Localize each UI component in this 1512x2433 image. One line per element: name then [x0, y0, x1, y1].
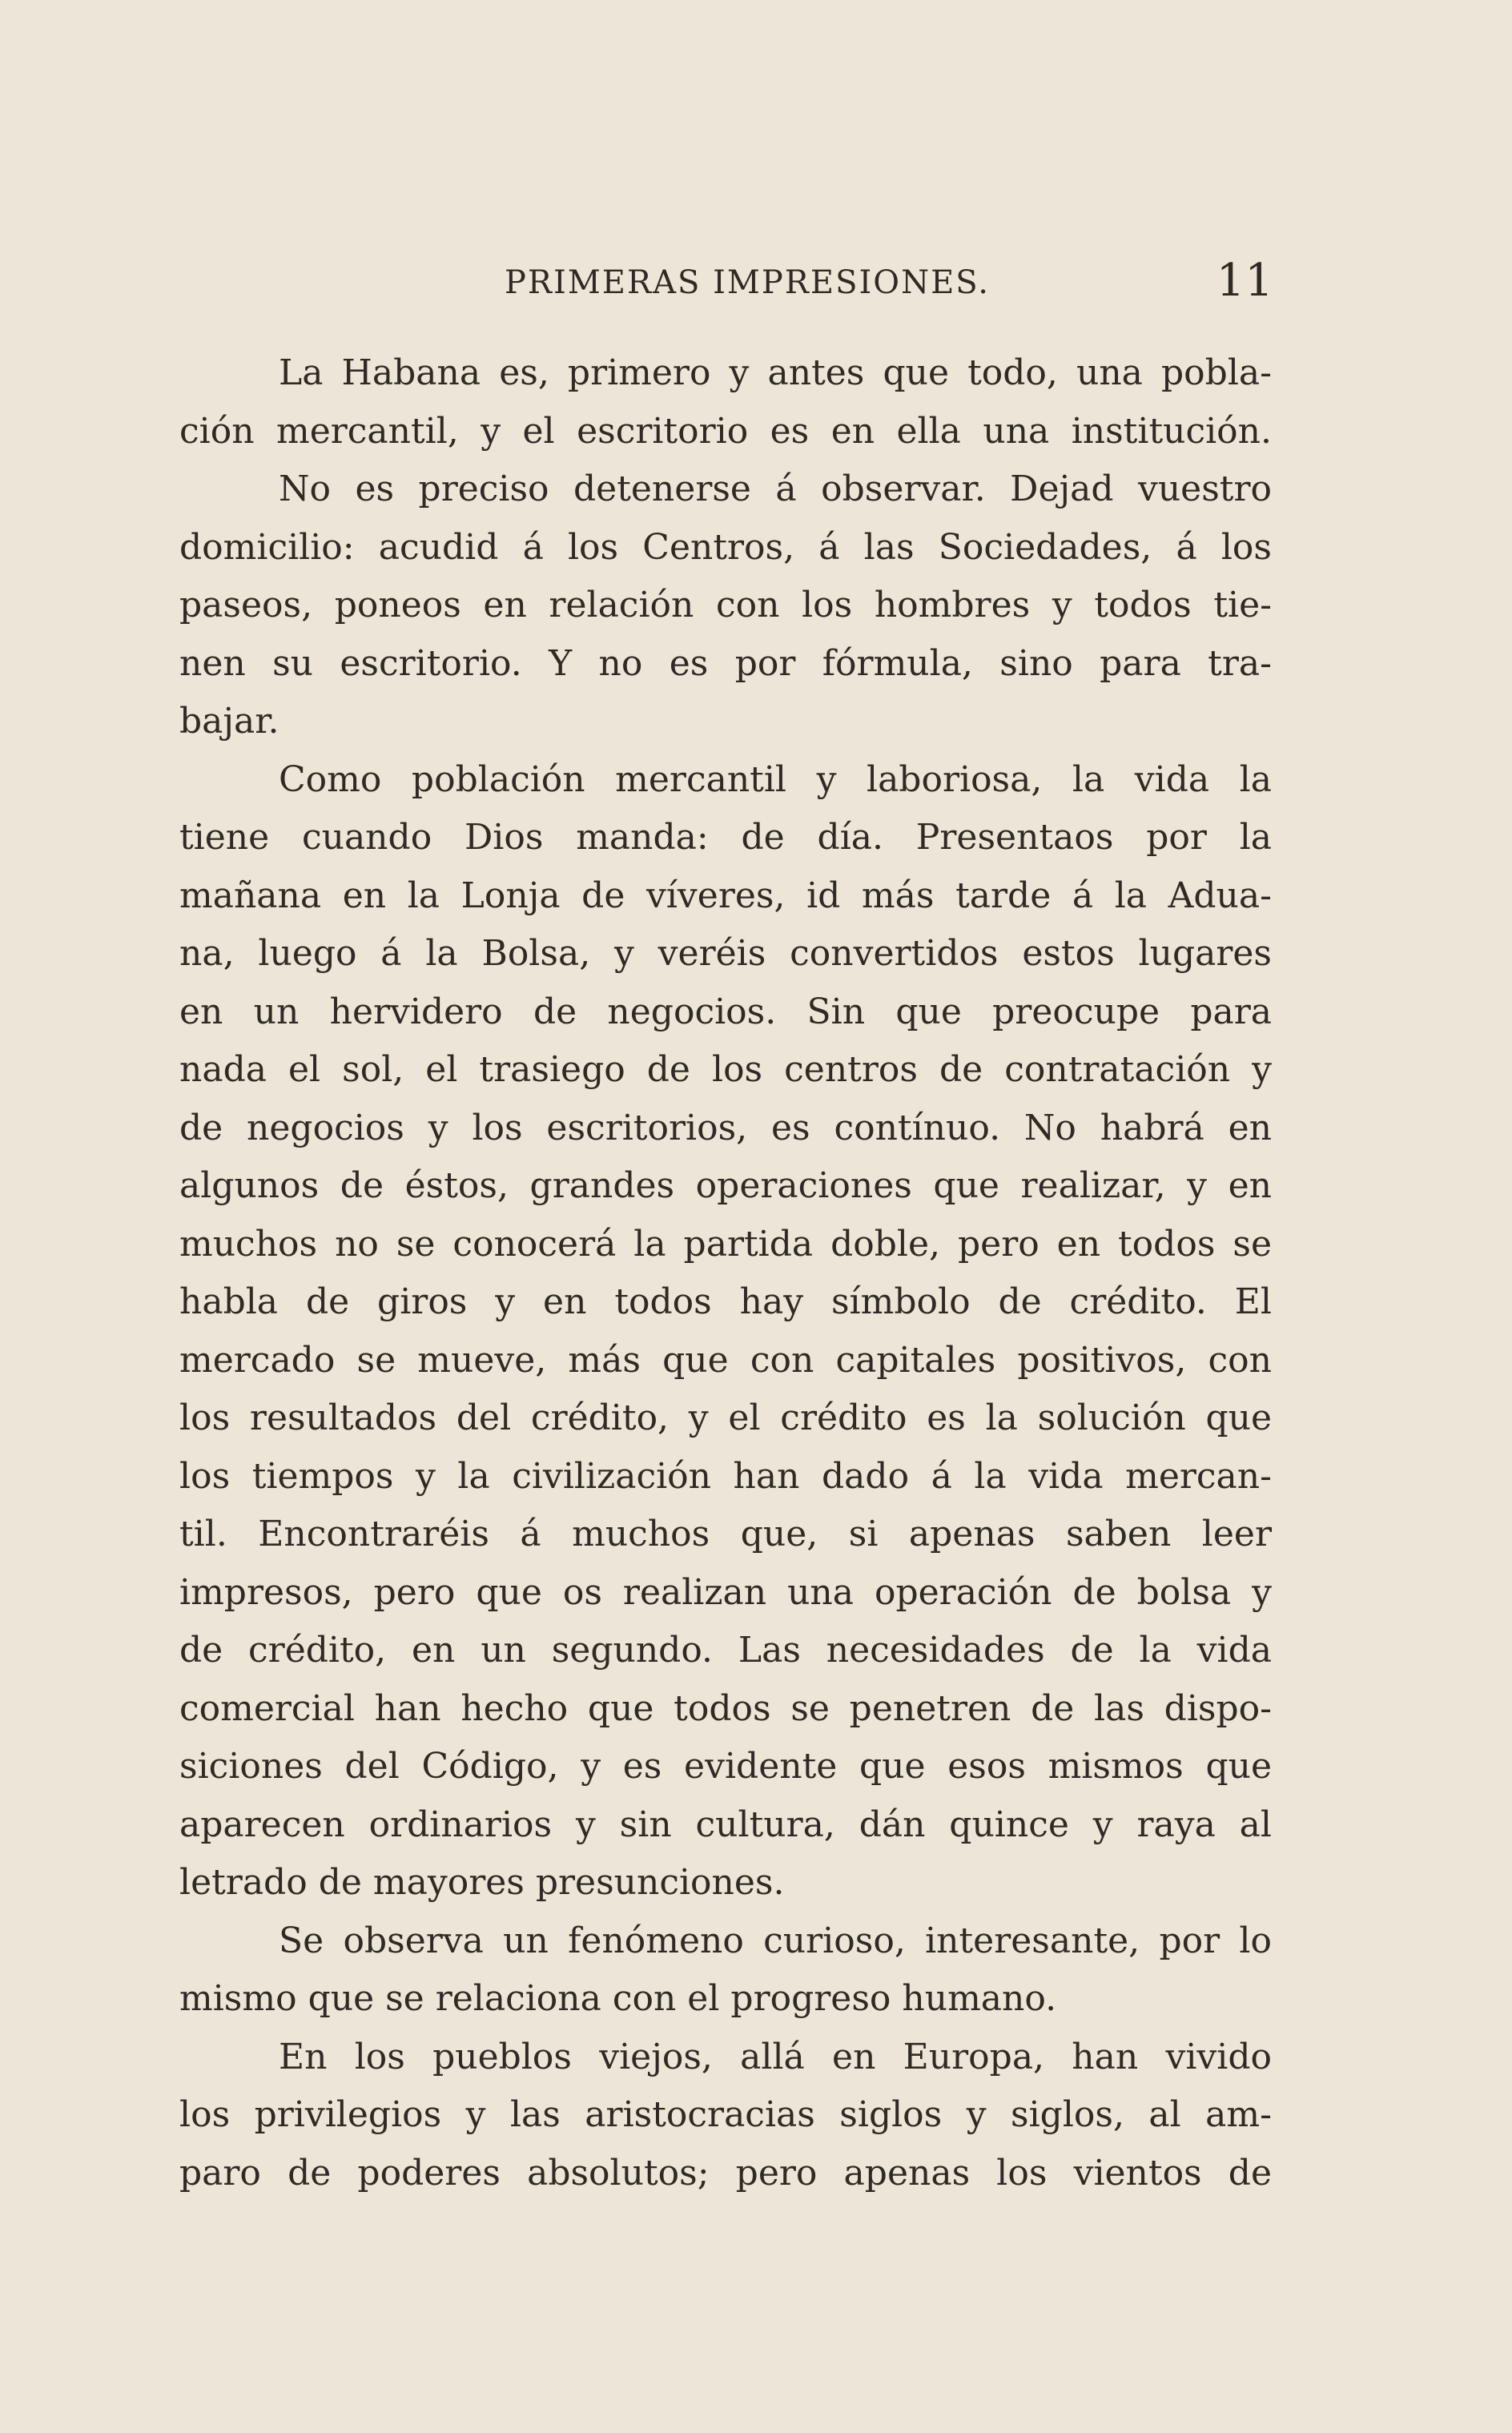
text-line: los resultados del crédito, y el crédito es la solución que: [179, 1397, 1272, 1438]
text-line: impresos, pero que os realizan una operación de bolsa y: [179, 1571, 1272, 1613]
text-line: ción mercantil, y el escritorio es en ella una institución.: [179, 410, 1272, 452]
text-line: Como población mercantil y laboriosa, la vida la: [279, 758, 1272, 800]
text-line: nada el sol, el trasiego de los centros de contratación y: [179, 1049, 1272, 1090]
text-line: paro de poderes absolutos; pero apenas los vientos de: [179, 2152, 1272, 2194]
text-line: tiene cuando Dios manda: de día. Presentaos por la: [179, 817, 1272, 858]
text-line: de negocios y los escritorios, es contínuo. No habrá en: [179, 1107, 1272, 1148]
text-line: mismo que se relaciona con el progreso humano.: [179, 1978, 1057, 2019]
text-line: La Habana es, primero y antes que todo, una pobla-: [279, 352, 1272, 393]
text-line: No es preciso detenerse á observar. Dejad vuestro: [279, 469, 1272, 509]
text-line: paseos, poneos en relación con los hombres y todos tie-: [179, 585, 1272, 625]
text-line: en un hervidero de negocios. Sin que preocupe para: [179, 991, 1272, 1032]
text-line: na, luego á la Bolsa, y veréis convertidos estos lugares: [179, 933, 1272, 974]
text-line: En los pueblos viejos, allá en Europa, han vivido: [279, 2036, 1272, 2077]
page-header: [505, 255, 1273, 311]
text-line: domicilio: acudid á los Centros, á las Sociedades, á los: [179, 526, 1272, 568]
text-line: mañana en la Lonja de víveres, id más tarde á la Adua-: [179, 875, 1272, 916]
text-line: til. Encontraréis á muchos que, si apenas saben leer: [179, 1514, 1272, 1554]
text-line: de crédito, en un segundo. Las necesidades de la vida: [179, 1630, 1272, 1671]
text-line: aparecen ordinarios y sin cultura, dán quince y raya al: [179, 1804, 1272, 1845]
text-line: siciones del Código, y es evidente que esos mismos que: [179, 1746, 1272, 1787]
text-line: Se observa un fenómeno curioso, interesante, por lo: [279, 1920, 1272, 1961]
text-line: algunos de éstos, grandes operaciones que realizar, y en: [179, 1165, 1272, 1206]
page-number: 11: [1216, 255, 1273, 307]
text-line: muchos no se conocerá la partida doble, pero en todos se: [179, 1223, 1272, 1265]
running-title: PRIMERAS IMPRESIONES.: [505, 264, 990, 301]
text-line: los tiempos y la civilización han dado á la vida mercan-: [179, 1455, 1272, 1497]
text-line: los privilegios y las aristocracias siglos y siglos, al am-: [179, 2094, 1272, 2135]
text-line: mercado se mueve, más que con capitales positivos, con: [179, 1339, 1272, 1381]
text-line: nen su escritorio. Y no es por fórmula, sino para tra-: [179, 642, 1272, 684]
text-line: habla de giros y en todos hay símbolo de crédito. El: [179, 1281, 1272, 1322]
text-line: letrado de mayores presunciones.: [179, 1862, 785, 1903]
text-line: bajar.: [179, 701, 279, 742]
text-line: comercial han hecho que todos se penetren de las dispo-: [179, 1687, 1272, 1729]
text-body: [179, 344, 1272, 2202]
